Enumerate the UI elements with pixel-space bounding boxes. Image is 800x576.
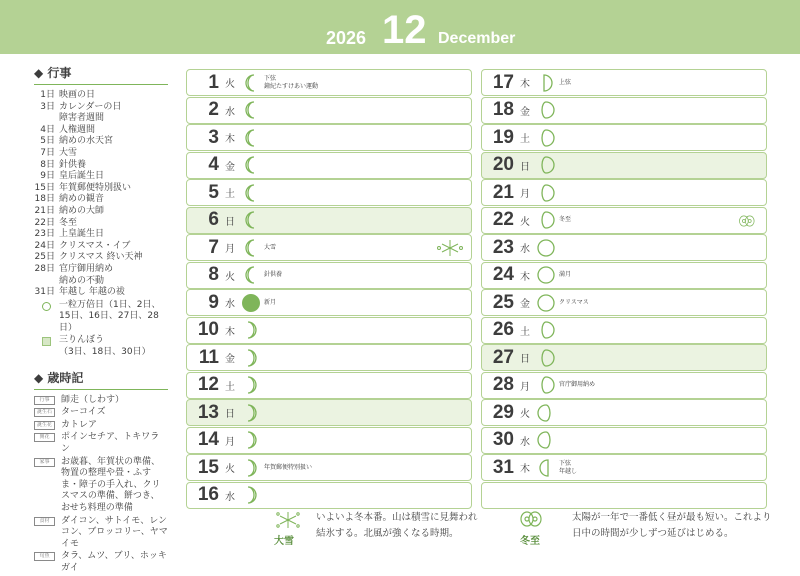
event-day: 1日 (40, 90, 55, 100)
day-row (481, 69, 767, 96)
day-note (559, 271, 571, 279)
event-row (34, 136, 168, 148)
day-row (186, 97, 472, 124)
event-text: 障害者週間 (59, 113, 105, 124)
event-text: 納めの不動 (59, 275, 105, 286)
event-text: カレンダーの日 (59, 101, 122, 112)
event-text: 年賀郵便特別扱い (59, 182, 132, 193)
event-text: 納めの大師 (59, 205, 105, 216)
weekday: 金 (520, 106, 530, 118)
weekday: 木 (225, 134, 235, 145)
event-day: 9日 (40, 171, 55, 182)
event-day: 3日 (40, 101, 55, 112)
day-row (186, 427, 472, 454)
weekday: 木 (520, 464, 530, 475)
weekday: 水 (225, 491, 235, 503)
event-row (34, 252, 168, 264)
day-number: 3 (208, 126, 219, 148)
event-row (34, 194, 168, 206)
circle-mark-icon (34, 300, 59, 335)
event-text: 官庁御用納め (59, 263, 114, 274)
day-number: 12 (197, 374, 219, 395)
snowflake-icon (435, 238, 465, 262)
seasonal-tag: 誕生花 (34, 421, 55, 430)
event-day: 4日 (40, 124, 55, 135)
moon-phase-icon (535, 292, 557, 314)
day-row (186, 344, 472, 371)
event-day: 15日 (34, 182, 55, 193)
day-note (559, 299, 589, 307)
event-text: 年越し 年越の祓 (59, 287, 125, 298)
day-note-line: 年越し (559, 467, 578, 475)
day-number: 2 (208, 99, 219, 120)
yuzu-icon (520, 510, 542, 528)
day-number: 16 (197, 484, 219, 505)
seasonal-text: 師走（しわす） (61, 394, 125, 405)
day-note (559, 381, 595, 389)
weekday: 水 (520, 244, 530, 255)
day-note-line: 満月 (559, 271, 572, 278)
moon-phase-icon (535, 264, 557, 286)
event-row (34, 241, 168, 253)
day-number: 19 (492, 126, 514, 148)
legend-swatch (42, 337, 51, 346)
seasonal-text: タラ、ムツ、ブリ、ホッキガイ (61, 551, 167, 573)
event-day (34, 276, 59, 288)
seasonal-text: カトレア (61, 419, 98, 430)
event-row (34, 113, 168, 125)
event-row (34, 160, 168, 172)
legend-row (34, 300, 168, 335)
square-mark-icon (34, 335, 59, 358)
day-number: 30 (492, 429, 514, 450)
day-note (559, 460, 577, 476)
weekday: 火 (225, 271, 235, 283)
day-row (481, 152, 767, 179)
seasonal-tag: 開花 (34, 433, 55, 442)
seasonal-row (34, 395, 168, 407)
seasonal-text: お歳暮、年賀状の準備、物置の整理や畳・ふすま・障子の手入れ、クリスマスの準備、餅つき、おせち料理の準備 (61, 456, 161, 513)
event-day: 18日 (34, 194, 55, 205)
note-line: いよいよ冬本番。山は積雪に見舞われ (316, 512, 478, 523)
day-row (481, 289, 767, 316)
seasonal-tag: 行事 (34, 396, 55, 405)
weekday: 土 (225, 381, 235, 393)
event-text: 納めの観音 (59, 194, 105, 205)
day-note-line: 下弦 (559, 459, 572, 467)
day-number: 6 (208, 209, 219, 230)
weekday: 火 (225, 79, 235, 90)
note-line: 太陽が一年で一番低く昼が最も短い。これより (572, 512, 772, 523)
day-note-line: 官庁御用納め (559, 381, 596, 388)
day-row (481, 427, 767, 454)
days-column-left (186, 69, 472, 509)
note-line: 結氷する。北風が強くなる時期。 (316, 528, 459, 539)
seasonal-tag: 誕生石 (34, 408, 55, 417)
day-note (264, 299, 276, 307)
moon-phase-icon (535, 209, 557, 231)
moon-phase-icon (535, 72, 557, 94)
moon-phase-icon (535, 237, 557, 259)
moon-phase-icon (240, 319, 262, 341)
day-row (186, 482, 472, 509)
event-text: クリスマス・イブ (59, 240, 131, 251)
event-day: 23日 (34, 229, 55, 240)
event-day: 21日 (34, 205, 55, 216)
seasonal-row (34, 551, 168, 574)
day-note-line: 下弦 (264, 74, 277, 82)
seasonal-row (34, 407, 168, 419)
day-row (186, 124, 472, 151)
sidebar (34, 64, 168, 576)
day-row (186, 454, 472, 481)
day-row (186, 234, 472, 261)
legend-line: （3日、18日、30日） (59, 347, 151, 358)
day-row (481, 234, 767, 261)
weekday: 金 (225, 161, 235, 173)
event-row (34, 148, 168, 160)
weekday: 木 (520, 79, 530, 90)
day-row (186, 372, 472, 399)
day-row (481, 179, 767, 206)
seasonal-tag: 旬魚 (34, 552, 55, 561)
weekday: 木 (225, 326, 235, 338)
day-row (186, 289, 472, 316)
day-note-line: 大雪 (264, 243, 277, 251)
event-day: 28日 (34, 263, 55, 274)
seasonal-list (34, 395, 168, 575)
event-row (34, 276, 168, 288)
note-text-touji (572, 510, 772, 542)
legend-line: 15日、16日、27日、28日） (59, 311, 159, 333)
moon-phase-icon (240, 402, 262, 424)
moon-phase-icon (535, 457, 557, 479)
day-number: 11 (198, 346, 219, 368)
moon-phase-icon (535, 154, 557, 176)
event-text: 人権週間 (59, 124, 96, 135)
weekday: 金 (225, 354, 235, 365)
day-note (559, 216, 571, 224)
event-row (34, 183, 168, 195)
day-row (186, 399, 472, 426)
moon-phase-icon (240, 182, 262, 204)
event-text: 針供養 (59, 159, 87, 170)
seasonal-text: ターコイズ (61, 407, 106, 418)
day-note (264, 271, 282, 279)
day-number: 17 (492, 71, 514, 93)
seasonal-text: ポインセチア、トキワラン (61, 432, 160, 455)
event-row (34, 264, 168, 276)
note-label-touji: 冬至 (520, 536, 540, 547)
legend-text (59, 335, 151, 358)
note-line: 日中の時間が少しずつ延びはじめる。 (572, 528, 734, 539)
day-number: 25 (492, 291, 514, 313)
seasonal-row (34, 457, 168, 515)
day-note-line: 新月 (264, 298, 277, 306)
day-number: 15 (197, 456, 219, 478)
weekday: 水 (225, 299, 235, 310)
event-day: 5日 (40, 136, 55, 147)
day-number: 31 (492, 456, 514, 478)
weekday: 土 (520, 326, 530, 338)
event-day: 31日 (34, 287, 55, 298)
day-note-line: 冬至 (559, 216, 572, 223)
weekday: 日 (225, 409, 235, 420)
day-number: 14 (197, 429, 219, 450)
event-row (34, 287, 168, 299)
day-number: 18 (492, 99, 514, 120)
day-note-line: 上弦 (559, 78, 572, 86)
event-text: 大雪 (59, 147, 78, 158)
weekday: 月 (520, 189, 530, 200)
moon-phase-icon (240, 72, 262, 94)
event-row (34, 90, 168, 102)
event-day: 22日 (34, 217, 55, 228)
day-row (481, 344, 767, 371)
event-text: 上皇誕生日 (59, 229, 105, 240)
event-row (34, 125, 168, 137)
moon-phase-icon (240, 347, 262, 369)
moon-phase-icon (240, 457, 262, 479)
day-note-line: 鐘紀たすけあい運動 (264, 82, 319, 90)
weekday: 月 (225, 244, 235, 255)
day-note-line: 針供養 (264, 271, 283, 278)
season-notes (270, 510, 780, 554)
weekday: 木 (520, 271, 530, 283)
day-row (481, 97, 767, 124)
snowflake-icon (274, 510, 302, 530)
day-number: 4 (208, 154, 219, 175)
event-day: 25日 (34, 252, 55, 263)
day-number: 24 (492, 264, 514, 285)
day-number: 9 (208, 291, 219, 313)
day-number: 23 (492, 236, 514, 258)
moon-phase-icon (535, 347, 557, 369)
seasonal-text: ダイコン、サトイモ、レンコン、ブロッコリー、ヤマイモ (61, 515, 168, 549)
day-row (481, 124, 767, 151)
note-text-taisetsu (316, 510, 478, 542)
day-number: 7 (208, 236, 219, 258)
weekday: 日 (520, 161, 530, 173)
day-number: 5 (208, 181, 219, 203)
weekday: 火 (520, 409, 530, 420)
moon-phase-icon (240, 99, 262, 121)
moon-phase-icon (535, 99, 557, 121)
day-number: 26 (492, 319, 514, 340)
day-note (559, 79, 571, 87)
yuzu-icon (738, 211, 760, 235)
event-text: 皇后誕生日 (59, 171, 105, 182)
moon-phase-icon (535, 127, 557, 149)
day-row (481, 317, 767, 344)
day-row (186, 207, 472, 234)
event-row (34, 218, 168, 230)
day-number: 21 (492, 181, 514, 203)
weekday: 日 (520, 354, 530, 365)
day-note-line: 年賀郵便特別扱い (264, 463, 313, 471)
weekday: 火 (225, 464, 235, 475)
legend-swatch (42, 302, 51, 311)
event-day: 8日 (40, 159, 55, 170)
moon-phase-icon (535, 319, 557, 341)
header-bar (0, 0, 800, 54)
day-row (186, 69, 472, 96)
month-number: 12 (382, 8, 427, 52)
day-number: 8 (208, 264, 219, 285)
moon-phase-icon (240, 264, 262, 286)
day-number: 27 (492, 346, 514, 368)
event-row (34, 171, 168, 183)
moon-phase-icon (240, 374, 262, 396)
day-row (481, 262, 767, 289)
note-label-taisetsu: 大雪 (274, 536, 294, 547)
legend-line: 一粒万倍日（1日、2日、 (59, 299, 161, 310)
event-text: 映画の日 (59, 90, 96, 100)
moon-phase-icon (535, 374, 557, 396)
day-note (264, 75, 318, 91)
weekday: 水 (520, 436, 530, 448)
days-column-right (481, 69, 767, 509)
moon-phase-icon (240, 127, 262, 149)
moon-phase-icon (535, 402, 557, 424)
moon-phase-icon (240, 209, 262, 231)
weekday: 月 (225, 436, 235, 448)
seasonal-row (34, 420, 168, 432)
event-row (34, 102, 168, 114)
day-row (481, 207, 767, 234)
legend-line: 三りんぼう (59, 335, 105, 346)
weekday: 金 (520, 299, 530, 310)
day-number: 29 (492, 401, 514, 423)
event-row (34, 206, 168, 218)
moon-phase-icon (535, 182, 557, 204)
event-text: クリスマス 終い天神 (59, 252, 143, 263)
moon-phase-icon (240, 154, 262, 176)
moon-phase-icon (240, 429, 262, 451)
events-title: ◆ 行事 (34, 64, 168, 85)
day-number: 22 (492, 209, 514, 230)
day-number: 10 (197, 319, 219, 340)
day-note (264, 244, 276, 252)
event-text: 冬至 (59, 217, 78, 228)
event-day: 24日 (34, 240, 55, 251)
weekday: 土 (225, 189, 235, 200)
weekday: 日 (225, 216, 235, 228)
seasonal-tag: 食材 (34, 517, 55, 526)
empty-day-row (481, 482, 767, 509)
event-text: 納めの水天宮 (59, 136, 114, 147)
moon-phase-icon (240, 292, 262, 314)
day-row (186, 317, 472, 344)
day-number: 28 (492, 374, 514, 395)
day-row (481, 454, 767, 481)
weekday: 水 (225, 106, 235, 118)
legend-text (59, 300, 168, 335)
event-row (34, 229, 168, 241)
day-number: 1 (208, 71, 219, 93)
weekday: 火 (520, 216, 530, 228)
weekday: 月 (520, 381, 530, 393)
event-day (34, 113, 59, 125)
seasonal-title: ◆ 歳時記 (34, 369, 168, 390)
seasonal-row (34, 516, 168, 551)
day-number: 13 (197, 401, 219, 423)
day-row (186, 179, 472, 206)
day-number: 20 (492, 154, 514, 175)
day-row (481, 399, 767, 426)
moon-phase-icon (240, 237, 262, 259)
moon-phase-icon (240, 484, 262, 506)
event-day: 7日 (40, 147, 55, 158)
weekday: 土 (520, 134, 530, 145)
day-row (186, 262, 472, 289)
day-note-line: クリスマス (559, 298, 589, 306)
month-name: December (438, 30, 516, 47)
legend-list (34, 300, 168, 359)
day-note (264, 464, 312, 472)
events-list (34, 90, 168, 299)
seasonal-tag: 家事 (34, 458, 55, 467)
seasonal-row (34, 432, 168, 455)
day-row (186, 152, 472, 179)
moon-phase-icon (535, 429, 557, 451)
legend-row (34, 335, 168, 358)
year-label: 2026 (326, 28, 367, 48)
day-row (481, 372, 767, 399)
